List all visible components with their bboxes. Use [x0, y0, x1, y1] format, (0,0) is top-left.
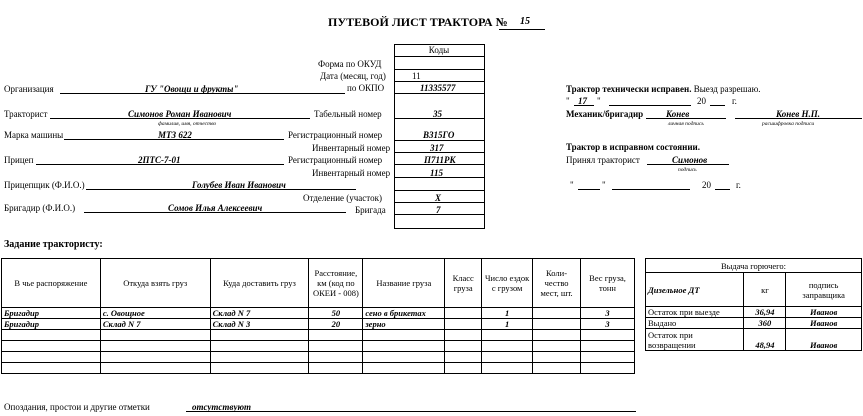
task-cell	[581, 363, 635, 374]
org-label: Организация	[4, 84, 54, 94]
task-cell	[309, 330, 363, 341]
inv2-label: Инвентарный номер	[312, 168, 391, 178]
table-row	[2, 341, 635, 352]
trailer-value: 2ПТС-7-01	[138, 155, 181, 165]
task-cell	[309, 363, 363, 374]
task-cell	[100, 330, 210, 341]
brigade-label: Бригада	[355, 205, 386, 215]
task-cell: зерно	[363, 319, 445, 330]
task-cell: Бригадир	[2, 319, 101, 330]
fuel-heading: Выдача горючего:	[646, 259, 862, 273]
hitcher-label: Прицепщик (Ф.И.О.)	[4, 180, 85, 190]
tech-ok-text: Трактор технически исправен.	[566, 84, 692, 94]
task-cell	[210, 363, 309, 374]
task-cell	[445, 363, 482, 374]
task-cell: 20	[309, 319, 363, 330]
task-cell: 3	[581, 308, 635, 319]
dept-value: Х	[435, 193, 442, 203]
task-table	[1, 258, 635, 374]
foreman-value: Сомов Илья Алексеевич	[168, 203, 263, 213]
fuel-cell: Иванов	[786, 318, 862, 329]
fuel-header-row	[646, 273, 862, 307]
task-cell: 50	[309, 308, 363, 319]
task-col-header: Вес груза, тонн	[581, 259, 635, 308]
dept-label: Отделение (участок)	[303, 193, 382, 203]
task-cell	[363, 363, 445, 374]
task-cell	[482, 363, 533, 374]
task-cell	[581, 352, 635, 363]
task-cell: Склад N 7	[100, 319, 210, 330]
okpo-value: 11335577	[420, 83, 456, 93]
inv-value: 317	[430, 143, 444, 153]
table-row	[646, 307, 862, 318]
fuel-cell: Остаток при возвращении	[646, 329, 744, 351]
sign-hint: личная подпись	[668, 121, 704, 127]
task-heading: Задание трактористу:	[4, 239, 103, 250]
fuel-cell: Остаток при выезде	[646, 307, 744, 318]
permit-year-prefix: 20	[697, 96, 706, 106]
task-cell	[533, 341, 581, 352]
delays-value: отсутствуют	[192, 402, 252, 412]
trailer-label: Прицеп	[4, 155, 34, 165]
permit-line	[566, 84, 761, 94]
reg-value: В315ГО	[423, 130, 455, 140]
q-open-1: "	[566, 96, 570, 106]
task-col-header: Название груза	[363, 259, 445, 308]
accepted-hint: подпись	[678, 167, 697, 173]
task-cell	[445, 330, 482, 341]
task-cell	[363, 352, 445, 363]
tractorist-value: Симонов Роман Иванович	[128, 109, 232, 119]
accepted-label: Принял тракторист	[566, 155, 640, 165]
task-cell: Склад N 7	[210, 308, 309, 319]
task-cell	[533, 352, 581, 363]
task-cell	[2, 352, 101, 363]
fuel-col-header: подпись заправщика	[786, 273, 862, 307]
task-cell	[445, 341, 482, 352]
task-cell	[2, 363, 101, 374]
document-title: ПУТЕВОЙ ЛИСТ ТРАКТОРА №	[328, 15, 508, 29]
task-cell	[445, 319, 482, 330]
task-header-row	[2, 259, 635, 308]
okud-cell	[394, 56, 485, 70]
task-cell: сено в брикетах	[363, 308, 445, 319]
hitcher-value: Голубев Иван Иванович	[192, 180, 286, 190]
task-cell	[2, 330, 101, 341]
task-cell: 1	[482, 308, 533, 319]
okpo-label: по ОКПО	[347, 83, 385, 93]
fuel-cell: Выдано	[646, 318, 744, 329]
task-cell	[533, 308, 581, 319]
task-cell: Склад N 3	[210, 319, 309, 330]
permit-day: 17	[578, 96, 587, 106]
task-col-header: Откуда взять груз	[100, 259, 210, 308]
date-label: Дата (месяц, год)	[320, 71, 386, 81]
table-row	[2, 363, 635, 374]
accept-year-suffix: г.	[736, 180, 741, 190]
task-cell	[581, 330, 635, 341]
task-col-header: Класс груза	[445, 259, 482, 308]
task-cell	[445, 352, 482, 363]
task-cell: 1	[482, 319, 533, 330]
fuel-table	[645, 258, 862, 351]
tab-value: 35	[433, 109, 442, 119]
task-cell	[210, 330, 309, 341]
table-row	[2, 319, 635, 330]
table-row	[2, 352, 635, 363]
permit-text: Выезд разрешаю.	[693, 84, 761, 94]
tractor-ok2-text: Трактор в исправном состоянии.	[566, 142, 700, 152]
reg-label: Регистрационный номер	[288, 130, 383, 140]
fuel-cell: Иванов	[786, 307, 862, 318]
fuel-col-header: Дизельное ДТ	[646, 273, 744, 307]
accepted-sign: Симонов	[672, 155, 708, 165]
reg2-value: П711РК	[424, 155, 456, 165]
task-cell: 3	[581, 319, 635, 330]
brand-value: МТЗ 622	[158, 130, 192, 140]
inv-label: Инвентарный номер	[312, 143, 391, 153]
brand-label: Марка машины	[4, 130, 64, 140]
document-number: 15	[520, 16, 530, 27]
fuel-col-header: кг	[744, 273, 786, 307]
task-cell: Бригадир	[2, 308, 101, 319]
task-cell	[533, 330, 581, 341]
foreman-label: Бригадир (Ф.И.О.)	[4, 203, 76, 213]
task-col-header: Расстояние, км (код по ОКЕИ - 008)	[309, 259, 363, 308]
task-cell	[482, 352, 533, 363]
q-close-2: "	[602, 180, 606, 190]
task-cell	[533, 319, 581, 330]
task-cell	[210, 352, 309, 363]
task-cell	[309, 341, 363, 352]
tractorist-label: Тракторист	[4, 109, 48, 119]
task-cell	[482, 341, 533, 352]
task-cell	[100, 363, 210, 374]
mechanic-sign: Конев	[666, 109, 690, 119]
tractorist-hint: фамилия, имя, отчество	[158, 121, 217, 127]
task-cell	[581, 341, 635, 352]
okud-label: Форма по ОКУД	[318, 59, 382, 69]
task-col-header: Число ездок с грузом	[482, 259, 533, 308]
task-cell	[363, 330, 445, 341]
inv2-value: 115	[430, 168, 444, 178]
fuel-cell: 48,94	[744, 329, 786, 351]
table-row	[2, 330, 635, 341]
fuel-heading-row	[646, 259, 862, 273]
delays-label: Опоздания, простои и другие отметки	[4, 402, 150, 412]
mechanic-name: Конев Н.П.	[776, 109, 821, 119]
tab-label: Табельный номер	[314, 109, 382, 119]
table-row	[646, 318, 862, 329]
accept-year-prefix: 20	[702, 180, 711, 190]
table-row	[2, 308, 635, 319]
decode-hint: расшифровка подписи	[762, 121, 815, 127]
task-cell	[445, 308, 482, 319]
task-col-header: Куда доставить груз	[210, 259, 309, 308]
fuel-cell: Иванов	[786, 329, 862, 351]
task-cell	[100, 352, 210, 363]
mechanic-label: Механик/бригадир	[566, 109, 644, 119]
task-cell	[210, 341, 309, 352]
table-row	[646, 329, 862, 351]
task-cell	[309, 352, 363, 363]
q-open-2: "	[570, 180, 574, 190]
q-close-1: "	[597, 96, 601, 106]
task-col-header: В чье распоряжение	[2, 259, 101, 308]
task-cell	[533, 363, 581, 374]
permit-year-suffix: г.	[732, 96, 737, 106]
org-value: ГУ "Овощи и фрукты"	[145, 84, 239, 94]
date-cell	[394, 69, 485, 82]
task-cell	[482, 330, 533, 341]
task-cell	[2, 341, 101, 352]
codes-header: Коды	[428, 45, 450, 55]
task-cell	[363, 341, 445, 352]
reg2-label: Регистрационный номер	[288, 155, 383, 165]
task-cell	[100, 341, 210, 352]
fuel-cell: 36,94	[744, 307, 786, 318]
task-cell: с. Овощное	[100, 308, 210, 319]
task-col-header: Коли-чество мест, шт.	[533, 259, 581, 308]
brigade-value: 7	[436, 205, 441, 215]
date-value: 11	[412, 71, 421, 81]
fuel-cell: 360	[744, 318, 786, 329]
